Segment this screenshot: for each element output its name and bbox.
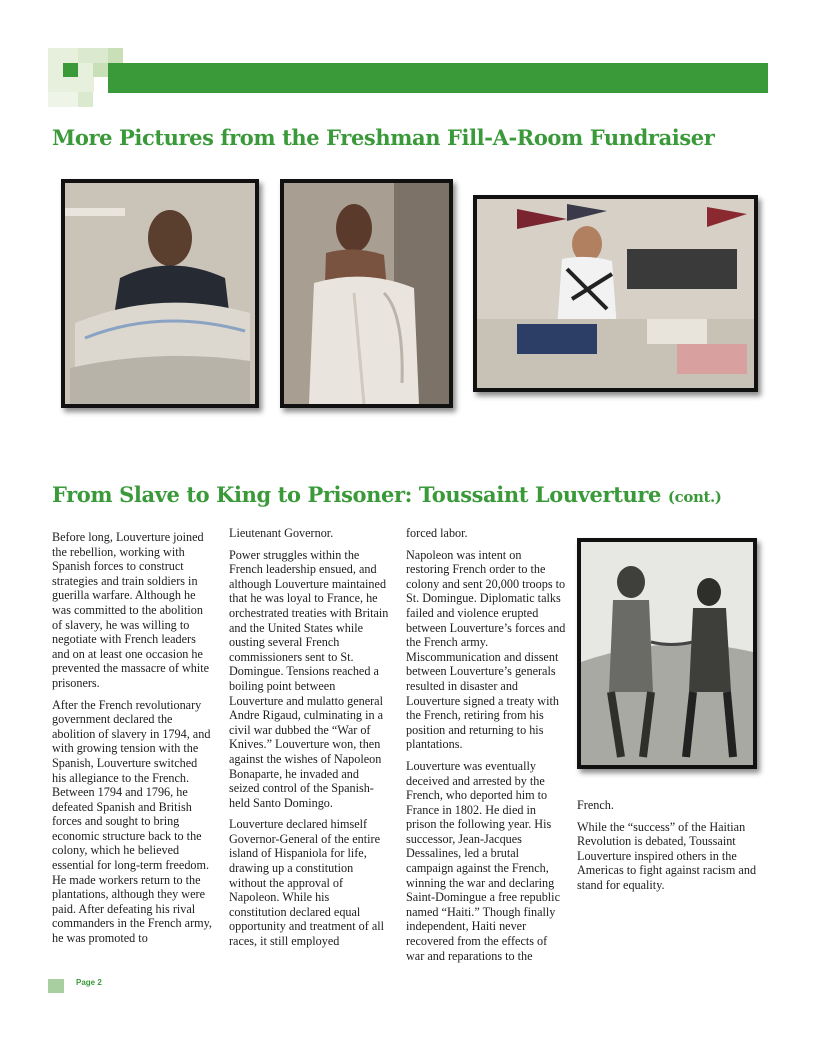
paragraph: Lieutenant Governor. xyxy=(229,526,334,540)
section-heading-louverture xyxy=(52,482,722,507)
header-band xyxy=(108,63,768,93)
article-column-1 xyxy=(52,530,212,953)
paragraph: Louverture was eventually deceived and arrested by the French, who deported him to France in 1802. He died in prison the following year. His successor, Jean-Jacques Dessalines, led a brutal campaign against the French, winning the war and declaring Saint-Domingue a free republic named “Haiti.” Though finally independent, Haiti never recovered from the effects of war and reparations to the xyxy=(406,758,560,963)
header-decor-square xyxy=(63,63,78,77)
heading-cont-label: (cont.) xyxy=(667,488,722,506)
paragraph: Power struggles within the French leadership ensued, and although Louverture maintained that he was loyal to France, he orchestrated treaties with Britain and the United States while ousting several French commissioners sent to St. Domingue. Tensions reached a boiling point between Louverture and mulatto general Andre Rigaud, culminating in a civil war dubbed the “War of Knives.” Louverture won, then against the wishes of Napoleon Bonaparte, he invaded and seized control of the Spanish-held Santo Domingo. xyxy=(229,547,389,810)
header-decor-square xyxy=(48,92,78,107)
student-with-bedding-photo xyxy=(280,179,453,408)
header-decor-square xyxy=(93,63,108,77)
article-column-3 xyxy=(406,526,566,970)
paragraph: French. xyxy=(577,798,614,812)
article-column-4 xyxy=(577,798,757,900)
paragraph: After the French revolutionary government declared the abolition of slavery in 1794, and with growing tension with the Spanish, Louverture switched his allegiance to the French. Between 1794 and 1796, he defeated Spanish and British forces and sought to bring economic structure back to the colony, which he believed essential for long-term freedom. He made workers return to the plantations, although they were paid. After defeating his rival commanders in the French army, he was promoted to xyxy=(52,697,212,946)
paragraph: forced labor. xyxy=(406,526,468,540)
footer-decor-square xyxy=(48,979,64,993)
heading-title: From Slave to King to Prisoner: Toussaint Louverture xyxy=(52,482,661,507)
article-column-2 xyxy=(229,526,389,956)
paragraph: Louverture declared himself Governor-General of the entire island of Hispaniola for life, drawing up a constitution without the approval of Napoleon. While his constitution declared equal opportunity and treatment of all races, it still employed xyxy=(229,817,385,949)
page-number: Page 2 xyxy=(76,978,102,987)
paragraph: Napoleon was intent on restoring French order to the colony and sent 20,000 troops to St. Domingue. Diplomatic talks failed and violence erupted between Louverture’s forces and the French army. Miscommunication and dissent between Louverture’s generals resulted in disaster and Louverture signed a treaty with the French, retiring from his position and returning to his plantations. xyxy=(406,547,566,752)
header-decor-square xyxy=(108,48,123,63)
historical-engraving-photo xyxy=(577,538,757,769)
student-with-pillows-photo xyxy=(61,179,259,408)
paragraph: Before long, Louverture joined the rebellion, working with Spanish forces to construct strategies and train soldiers in guerilla warfare. Although he was committed to the abolition of slavery, he was willing to negotiate with French leaders and on at least one occasion he prevented the massacre of white prisoners. xyxy=(52,530,210,690)
header-decor-square xyxy=(78,48,108,63)
woman-sorting-donations-photo xyxy=(473,195,758,392)
paragraph: While the “success” of the Haitian Revolution is debated, Toussaint Louverture inspired others in the Americas to fight against racism and stand for equality. xyxy=(577,819,757,892)
header-decor-square xyxy=(78,92,93,107)
section-heading-fundraiser: More Pictures from the Freshman Fill-A-Room Fundraiser xyxy=(52,125,715,150)
